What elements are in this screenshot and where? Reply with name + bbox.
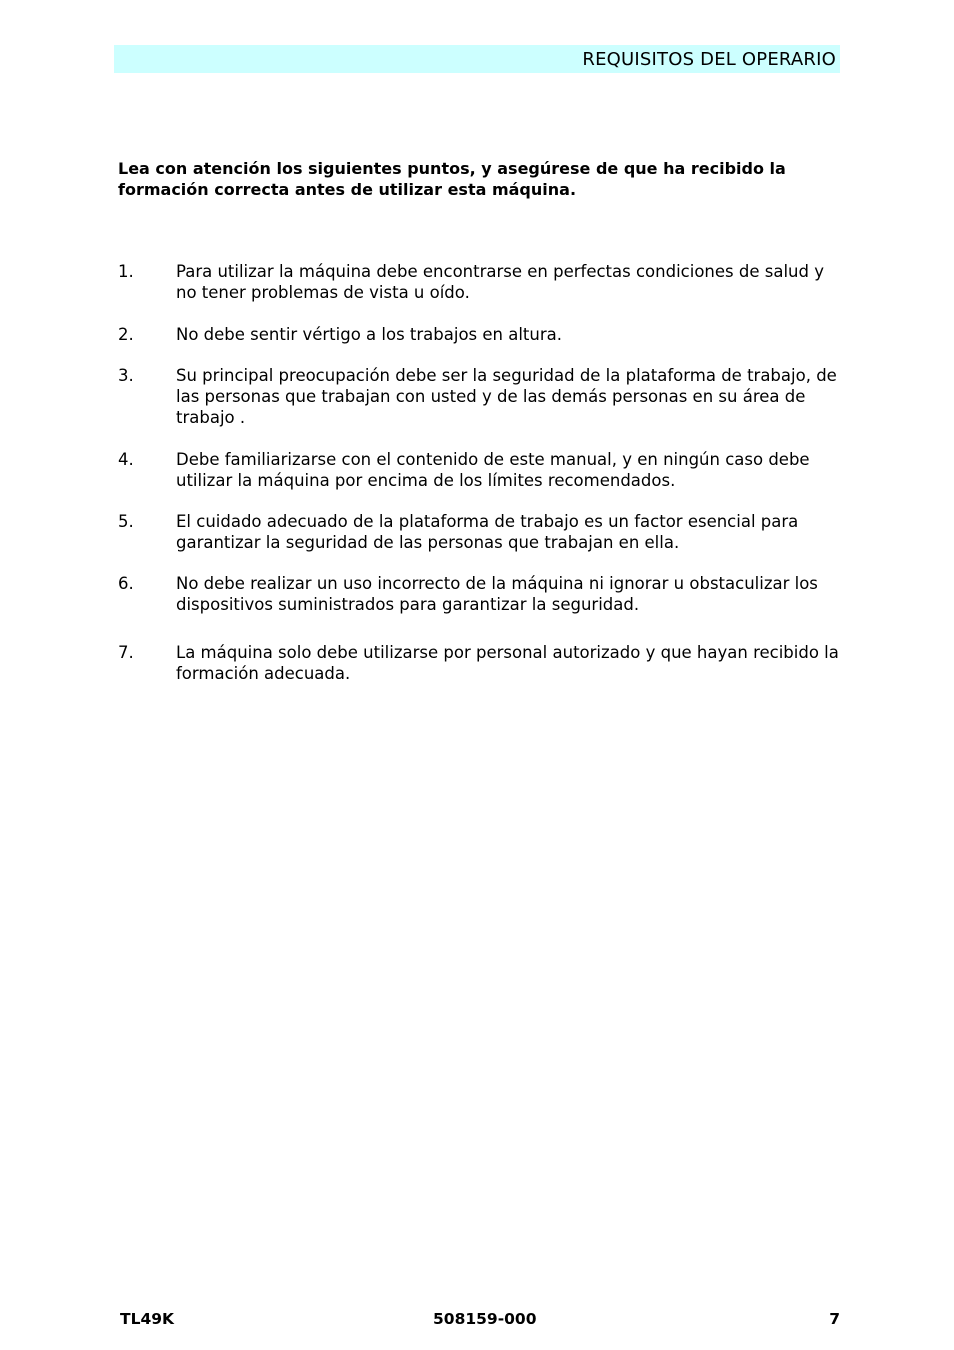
footer-doc-number: 508159-000 — [433, 1310, 537, 1328]
list-item-number: 7. — [118, 643, 134, 662]
list-item-text: La máquina solo debe utilizarse por personal autorizado y que hayan recibido la formación adecuada. — [176, 643, 839, 683]
list-item-number: 4. — [118, 450, 134, 469]
list-item-text: Para utilizar la máquina debe encontrarse en perfectas condiciones de salud y no tener problemas de vista u oído. — [176, 262, 824, 302]
list-item-number: 1. — [118, 262, 134, 281]
intro-paragraph: Lea con atención los siguientes puntos, y asegúrese de que ha recibido la formación correcta antes de utilizar esta máquina. — [118, 159, 786, 199]
page-title: REQUISITOS DEL OPERARIO — [582, 49, 836, 70]
footer-model: TL49K — [120, 1310, 175, 1328]
list-item-text: Debe familiarizarse con el contenido de este manual, y en ningún caso debe utilizar la máquina por encima de los límites recomendados. — [176, 450, 810, 490]
list-item-number: 5. — [118, 512, 134, 531]
list-item-text: No debe sentir vértigo a los trabajos en altura. — [176, 325, 562, 344]
header-bar — [114, 45, 840, 73]
list-item-text: Su principal preocupación debe ser la seguridad de la plataforma de trabajo, de las personas que trabajan con usted y de las demás personas en su área de trabajo . — [176, 366, 837, 427]
footer-page-number: 7 — [829, 1310, 840, 1328]
list-item-number: 6. — [118, 574, 134, 593]
list-item-text: No debe realizar un uso incorrecto de la máquina ni ignorar u obstaculizar los dispositivos suministrados para garantizar la seguridad. — [176, 574, 818, 614]
list-item-text: El cuidado adecuado de la plataforma de trabajo es un factor esencial para garantizar la seguridad de las personas que trabajan en ella. — [176, 512, 799, 552]
list-item-number: 2. — [118, 325, 134, 344]
list-item-number: 3. — [118, 366, 134, 385]
